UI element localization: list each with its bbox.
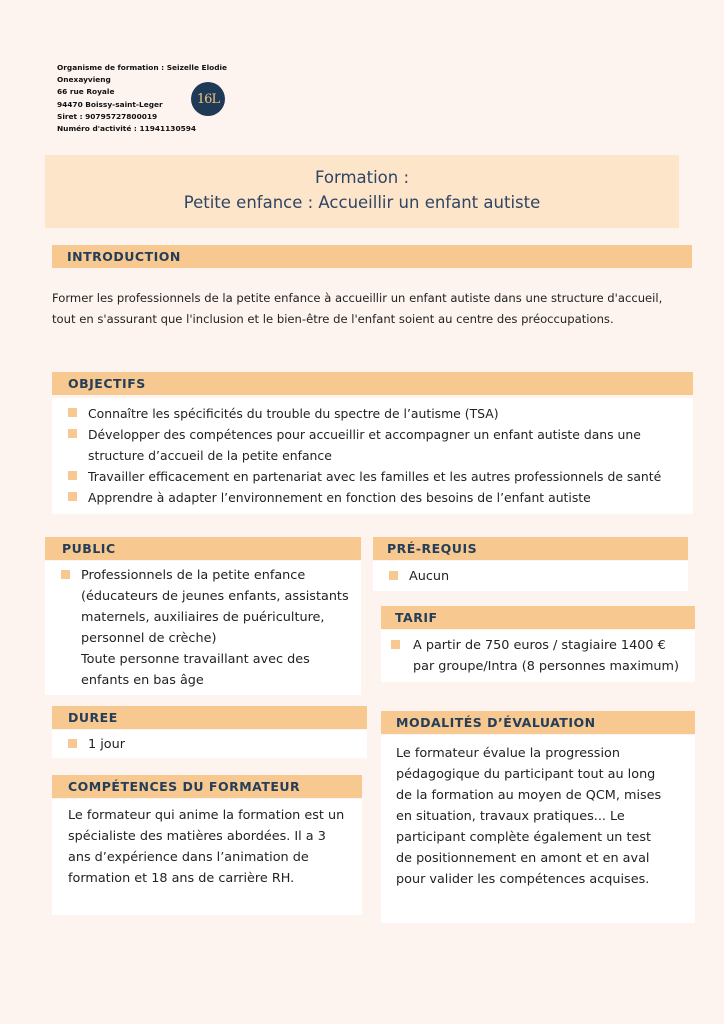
- tarif-text: A partir de 750 euros / stagiaire 1400 € par groupe/Intra (8 personnes maximum): [391, 635, 689, 677]
- modalites-heading: MODALITÉS D’ÉVALUATION: [381, 711, 695, 734]
- prerequis-text: Aucun: [389, 566, 688, 587]
- public-text: Professionnels de la petite enfance (éducateurs de jeunes enfants, assistants maternels, auxiliaires de puériculture, personnel de crèche): [61, 565, 353, 649]
- duree-heading: DUREE: [52, 706, 367, 729]
- objectif-item: Connaître les spécificités du trouble du spectre de l’autisme (TSA): [68, 403, 693, 424]
- tarif-panel: [381, 630, 695, 682]
- objectif-item: Apprendre à adapter l’environnement en fonction des besoins de l’enfant autiste: [68, 487, 693, 508]
- organisme-line: 66 rue Royale: [57, 87, 115, 97]
- competences-panel: [52, 799, 362, 915]
- organisme-line: Numéro d'activité : 11941130594: [57, 124, 197, 134]
- introduction-text: [52, 288, 702, 330]
- objectifs-heading: OBJECTIFS: [52, 372, 693, 395]
- public-panel: [45, 561, 361, 695]
- logo-text: 16L: [196, 91, 220, 107]
- title-line-2: Petite enfance : Accueillir un enfant autiste: [183, 193, 541, 212]
- page-title: [45, 155, 679, 228]
- public-heading: PUBLIC: [45, 537, 361, 560]
- competences-heading: COMPÉTENCES DU FORMATEUR: [52, 775, 362, 798]
- organisme-line: Onexayvieng: [57, 75, 111, 85]
- tarif-heading: TARIF: [381, 606, 695, 629]
- prerequis-heading: PRÉ-REQUIS: [373, 537, 688, 560]
- modalites-text: Le formateur évalue la progression pédagogique du participant tout au long de la formation au moyen de QCM, mises en situation, travaux pratiques... Le participant complète également un test de positionnement en amont et en aval pour valider les compétences acquises.: [396, 746, 662, 887]
- title-line-1: Formation :: [314, 168, 410, 187]
- organisme-line: Organisme de formation : Seizelle Elodie: [57, 63, 228, 72]
- duree-panel: [52, 730, 367, 758]
- duree-text: 1 jour: [68, 734, 367, 755]
- organisme-line: 94470 Boissy-saint-Leger: [57, 99, 163, 109]
- objectif-item: Travailler efficacement en partenariat avec les familles et les autres professionnels de santé: [68, 466, 693, 487]
- objectifs-panel: [52, 398, 693, 514]
- public-text-2: Toute personne travaillant avec des enfants en bas âge: [81, 652, 310, 688]
- introduction-line-2: tout en s'assurant que l'inclusion et le bien-être de l'enfant soient au centre des préoccupations.: [52, 312, 614, 326]
- organisme-line: Siret : 90795727800019: [57, 111, 158, 121]
- prerequis-panel: [373, 561, 688, 591]
- introduction-heading: INTRODUCTION: [52, 245, 692, 268]
- modalites-panel: [381, 735, 695, 923]
- logo: [191, 82, 225, 116]
- introduction-line-1: Former les professionnels de la petite enfance à accueillir un enfant autiste dans une structure d'accueil,: [52, 291, 663, 305]
- competences-text: Le formateur qui anime la formation est un spécialiste des matières abordées. Il a 3 ans d’expérience dans l’animation de formation et 18 ans de carrière RH.: [68, 808, 345, 886]
- objectif-item: Développer des compétences pour accueillir et accompagner un enfant autiste dans une structure d’accueil de la petite enfance: [68, 424, 688, 466]
